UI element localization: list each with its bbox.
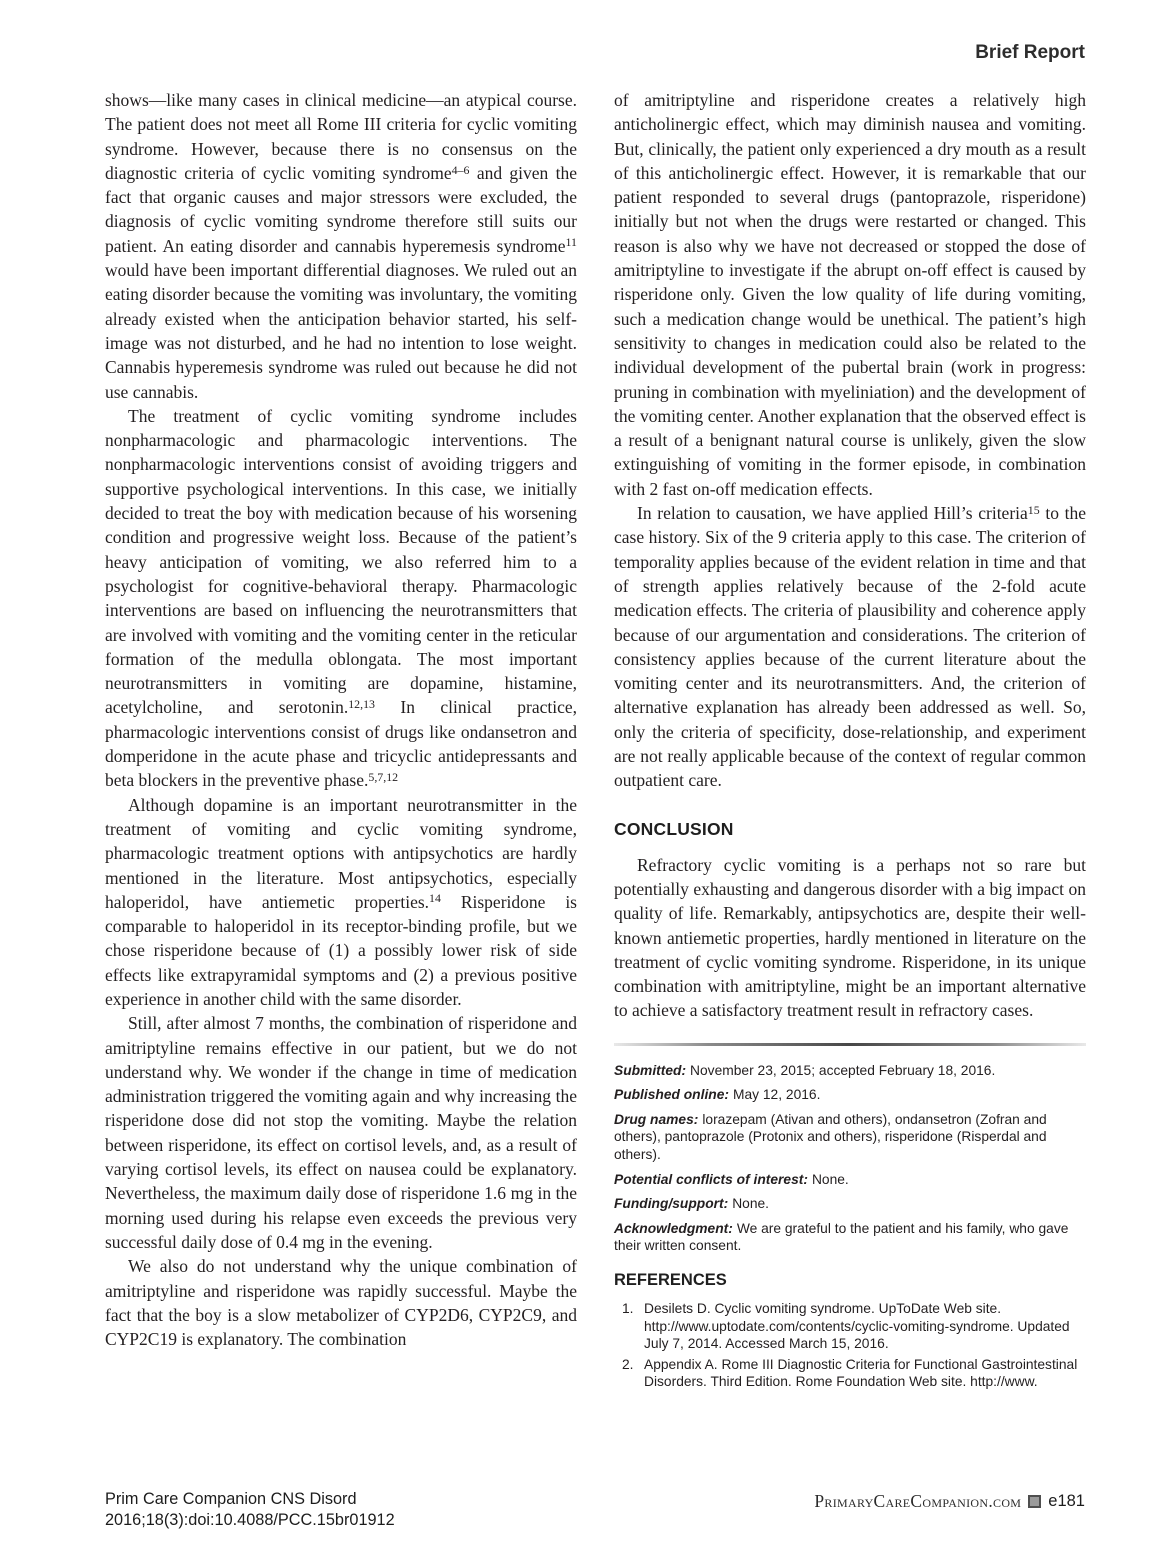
section-divider <box>614 1043 1086 1046</box>
metadata-text: None. <box>811 1171 849 1187</box>
references-heading: REFERENCES <box>614 1271 727 1290</box>
conclusion-paragraph: Refractory cyclic vomiting is a perhaps not so rare but potentially exhausting and dangerous disorder with a big impact on quality of life. Remarkably, antipsychotics are, despite their well-known antiemetic properties, hardly mentioned in literature on the treatment of cyclic vomiting syndrome. Risperidone, in its unique combination with amitriptyline, might be an important alternative to achieve a satisfactory treatment result in refractory cases. <box>614 854 1086 1021</box>
journal-name: Prim Care Companion CNS Disord <box>105 1490 357 1508</box>
metadata-label: Submitted: <box>614 1062 687 1078</box>
reference-number: 1. <box>622 1301 634 1317</box>
paragraph: Although dopamine is an important neurotransmitter in the treatment of vomiting and cyclic vomiting syndrome, pharmacologic treatment options with antipsychotics are hardly mentioned in the literature. Most antipsychotics, especially haloperidol, have antiemetic properties.$^{14}$ Risperidone is comparable to haloperidol in its receptor-binding profile, but we chose risperidone because of (1) a possibly lower risk of side effects like extrapyramidal symptoms and (2) a previous positive experience in another child with the same disorder. <box>105 794 577 1009</box>
footer-site <box>814 1491 1085 1512</box>
paragraph: shows—like many cases in clinical medicine—an atypical course. The patient does not meet all Rome III criteria for cyclic vomiting syndrome. However, because there is no consensus on the diagnostic criteria of cyclic vomiting syndrome$^{4-6}$ and given the fact that organic causes and major stressors were excluded, the diagnosis of cyclic vomiting syndrome therefore still suits our patient. An eating disorder and cannabis hyperemesis syndrome$^{11}$ would have been important differential diagnoses. We ruled out an eating disorder because the vomiting was involuntary, the vomiting already existed when the anticipation behavior started, his self-image was not disturbed, and he had no intention to lose weight. Cannabis hyperemesis syndrome was ruled out because he did not use cannabis. <box>105 90 577 402</box>
paragraph: In relation to causation, we have applied Hill’s criteria$^{15}$ to the case history. Six of the 9 criteria apply to this case. The criterion of temporality applies because of the evident relation in time and that of strength applies relatively because of the 2-fold acute medication effects. The criteria of plausibility and coherence apply because of our argumentation and considerations. The criterion of consistency applies because of the current literature about the vomiting center and its neurotransmitters. And, the criterion of alternative explanation has already been addressed as well. So, only the criteria of specificity, dose-relationship, and experiment are not really applicable because of the context of regular common outpatient care. <box>614 502 1086 791</box>
article-metadata <box>614 1062 1086 1255</box>
metadata-text: November 23, 2015; accepted February 18, 2016. <box>690 1062 996 1078</box>
metadata-item <box>614 1111 1086 1164</box>
metadata-item <box>614 1195 1086 1213</box>
metadata-text: None. <box>732 1196 770 1212</box>
metadata-text: May 12, 2016. <box>732 1087 821 1103</box>
journal-doi: 2016;18(3):doi:10.4088/PCC.15br01912 <box>105 1511 395 1529</box>
reference-number: 2. <box>622 1356 634 1372</box>
metadata-text: We are grateful to the patient and his family, who gave their written consent. <box>614 1220 1069 1254</box>
reference-item <box>614 1356 1086 1391</box>
reference-text: Appendix A. Rome III Diagnostic Criteria for Functional Gastrointestinal Disorders. Third Edition. Rome Foundation Web site. http://www. <box>644 1356 1078 1390</box>
site-name: PrimaryCareCompanion.com <box>814 1491 1022 1511</box>
reference-text: Desilets D. Cyclic vomiting syndrome. UpToDate Web site. http://www.uptodate.com/contents/cyclic-vomiting-syndrome. Updated July 7, 2014. Accessed March 15, 2016. <box>644 1301 1070 1352</box>
report-type-label: Brief Report <box>975 42 1085 63</box>
metadata-text: lorazepam (Ativan and others), ondansetron (Zofran and others), pantoprazole (Protonix and others), risperidone (Risperdal and others). <box>614 1111 1047 1163</box>
reference-list <box>614 1300 1086 1391</box>
metadata-item <box>614 1086 1086 1104</box>
right-column <box>614 88 1086 1394</box>
footer <box>105 1489 1085 1531</box>
page-number: e181 <box>1048 1492 1085 1510</box>
metadata-label: Drug names: <box>614 1111 699 1127</box>
paragraph: The treatment of cyclic vomiting syndrome includes nonpharmacologic and pharmacologic interventions. The nonpharmacologic interventions consist of avoiding triggers and supportive psychological interventions. In this case, we initially decided to treat the boy with medication because of his worsening condition and progressive weight loss. Because of the patient’s heavy anticipation of vomiting, we also referred him to a psychologist for cognitive-behavioral therapy. Pharmacologic interventions are based on influencing the neurotransmitters that are involved with vomiting and the vomiting center in the reticular formation of the medulla oblongata. The most important neurotransmitters in vomiting are dopamine, histamine, acetylcholine, and serotonin.$^{12,13}$ In clinical practice, pharmacologic interventions consist of drugs like ondansetron and domperidone in the acute phase and tricyclic antidepressants and beta blockers in the preventive phase.$^{5,7,12}$ <box>105 405 578 791</box>
metadata-item <box>614 1062 1086 1080</box>
journal-citation <box>105 1489 395 1531</box>
metadata-label: Funding/support: <box>614 1196 729 1212</box>
article-columns <box>105 88 1086 1394</box>
left-column <box>105 88 577 1394</box>
metadata-label: Potential conflicts of interest: <box>614 1171 808 1187</box>
reference-item <box>614 1300 1086 1353</box>
metadata-item <box>614 1220 1086 1255</box>
metadata-label: Published online: <box>614 1087 729 1103</box>
conclusion-heading: CONCLUSION <box>614 818 734 839</box>
metadata-item <box>614 1171 1086 1189</box>
square-bullet-icon <box>1028 1495 1041 1508</box>
paragraph: of amitriptyline and risperidone creates a relatively high anticholinergic effect, which may diminish nausea and vomiting. But, clinically, the patient only experienced a dry mouth as a result of this anticholinergic effect. However, it is remarkable that our patient responded to several drugs (pantoprazole, risperidone) initially but not when the drugs were restarted or changed. This reason is also why we have not decreased or stopped the dose of amitriptyline to investigate if the abrupt on-off effect is caused by risperidone only. Given the low quality of life during vomiting, such a medication change would be unethical. The patient’s high sensitivity to changes in medication could also be related to the individual development of the pubertal brain (work in progress: pruning in combination with myeliniation) and the development of the vomiting center. Another explanation that the observed effect is a result of a benignant natural course is unlikely, given the slow extinguishing of vomiting in the former episode, in combination with 2 fast on-off medication effects. <box>614 90 1086 499</box>
paragraph: We also do not understand why the unique combination of amitriptyline and risperidone was rapidly successful. Maybe the fact that the boy is a slow metabolizer of CYP2D6, CYP2C9, and CYP2C19 is explanatory. The combination <box>105 1256 577 1350</box>
metadata-label: Acknowledgment: <box>614 1220 733 1236</box>
paragraph: Still, after almost 7 months, the combination of risperidone and amitriptyline remains effective in our patient, but we do not understand why. We wonder if the change in time of medication administration triggered the vomiting again and why increasing the risperidone dose did not stop the vomiting. Maybe the relation between risperidone, its effect on cortisol levels, and, as a result of varying cortisol levels, its effect on nausea could be explanatory. Nevertheless, the maximum daily dose of risperidone 1.6 mg in the morning used during his relapse even exceeds the previous very successful daily dose of 0.4 mg in the evening. <box>105 1013 577 1252</box>
